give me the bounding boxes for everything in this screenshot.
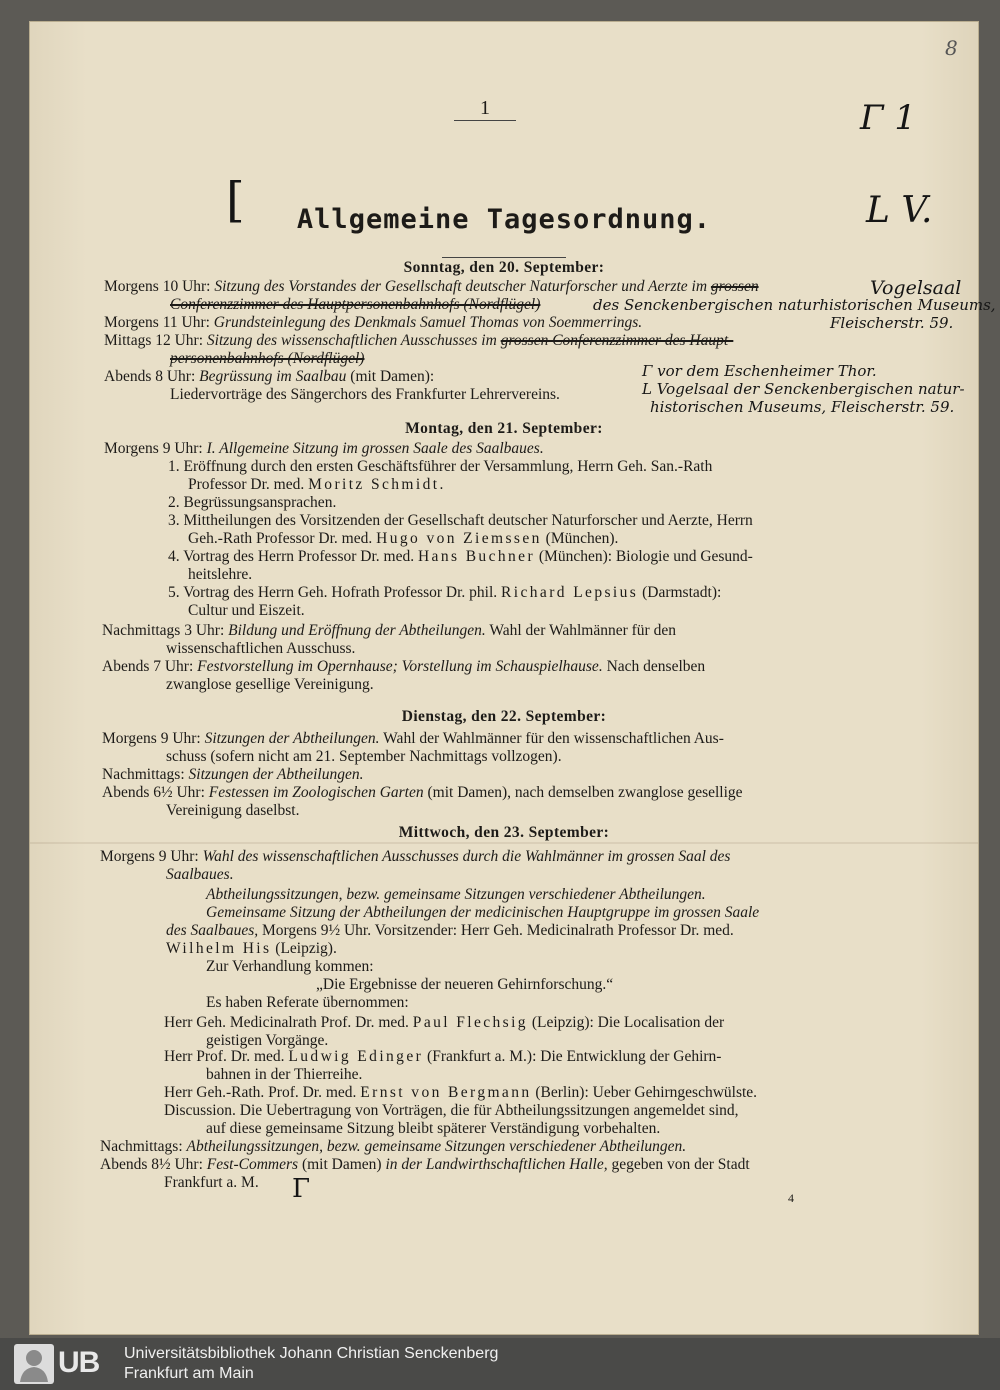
montag-nachmittags-2: wissenschaftlichen Ausschuss.: [166, 640, 356, 657]
corner-pencil-mark: 8: [945, 36, 958, 60]
mittwoch-discussion-2: auf diese gemeinsame Sitzung bleibt späterer Verständigung vorbehalten.: [206, 1120, 661, 1137]
heading-dienstag: Dienstag, den 22. September:: [401, 708, 607, 725]
montag-item-3a: 3. Mittheilungen des Vorsitzenden der Gesellschaft deutscher Naturforscher und Aerzte, Herrn: [168, 512, 753, 529]
hand-bracket-title: [: [226, 172, 245, 228]
title-rule: [442, 257, 566, 258]
montag-abends-2: zwanglose gesellige Vereinigung.: [166, 676, 374, 693]
heading-sonntag: Sonntag, den 20. September:: [403, 259, 605, 276]
page-title: Allgemeine Tagesordnung.: [296, 204, 712, 235]
montag-nachmittags-1: Nachmittags 3 Uhr: Bildung und Eröffnung der Abtheilungen. Wahl der Wahlmänner für den: [102, 622, 676, 639]
mittwoch-referent-1: Herr Geh. Medicinalrath Prof. Dr. med. Paul Flechsig (Leipzig): Die Localisation der: [164, 1014, 725, 1031]
mittwoch-line-7: Zur Verhandlung kommen:: [206, 958, 374, 975]
montag-item-4a: 4. Vortrag des Herrn Professor Dr. med. Hans Buchner (München): Biologie und Gesund-: [168, 548, 753, 565]
footer-line-2: Frankfurt am Main: [124, 1365, 254, 1382]
sonntag-line-4: Mittags 12 Uhr: Sitzung des wissenschaftlichen Ausschusses im grossen Conferenzzimmer des Haupt-: [104, 332, 734, 349]
mittwoch-referent-2b: bahnen in der Thierreihe.: [206, 1066, 363, 1083]
montag-item-5b: Cultur und Eiszeit.: [188, 602, 305, 619]
hw-address-1: Fleischerstr. 59.: [830, 314, 954, 332]
mittwoch-abends-2: Frankfurt a. M.: [164, 1174, 259, 1191]
montag-item-1b: Professor Dr. med. Moritz Schmidt.: [188, 476, 446, 493]
montag-item-5a: 5. Vortrag des Herrn Geh. Hofrath Professor Dr. phil. Richard Lepsius (Darmstadt):: [168, 584, 722, 601]
sonntag-line-1: Morgens 10 Uhr: Sitzung des Vorstandes der Gesellschaft deutscher Naturforscher und Aerzte im grossen: [104, 278, 759, 295]
sonntag-line-3: Morgens 11 Uhr: Grundsteinlegung des Denkmals Samuel Thomas von Soemmerrings.: [104, 314, 643, 331]
montag-item-3b: Geh.-Rath Professor Dr. med. Hugo von Ziemssen (München).: [188, 530, 619, 547]
sonntag-line-6: Abends 8 Uhr: Begrüssung im Saalbau (mit Damen):: [104, 368, 435, 385]
hw-vogelsaal-2: L Vogelsaal der Senckenbergischen natur-: [642, 380, 965, 398]
sonntag-line-5-struck: personenbahnhofs (Nordflügel): [170, 350, 365, 367]
hw-museum-2: historischen Museums, Fleischerstr. 59.: [650, 398, 955, 416]
montag-item-4b: heitslehre.: [188, 566, 253, 583]
footer-line-1: Universitätsbibliothek Johann Christian Senckenberg: [124, 1345, 499, 1362]
dienstag-line-1: Morgens 9 Uhr: Sitzungen der Abtheilungen. Wahl der Wahlmänner für den wissenschaftlichen Aus-: [102, 730, 724, 747]
hand-bracket-bottom: Γ: [292, 1174, 311, 1204]
mittwoch-referent-3: Herr Geh.-Rath. Prof. Dr. med. Ernst von Bergmann (Berlin): Ueber Gehirngeschwülste.: [164, 1084, 758, 1101]
mittwoch-line-1: Morgens 9 Uhr: Wahl des wissenschaftlichen Ausschusses durch die Wahlmänner im grossen Saal des: [100, 848, 731, 865]
mittwoch-referent-1b: geistigen Vorgänge.: [206, 1032, 329, 1049]
top-number-rule: [454, 120, 516, 121]
sonntag-line-2-struck: Conferenzzimmer des Hauptpersonenbahnhofs (Nordflügel): [170, 296, 541, 313]
dienstag-line-5: Vereinigung daselbst.: [166, 802, 300, 819]
mittwoch-line-2: Saalbaues.: [166, 866, 234, 883]
dienstag-line-2: schuss (sofern nicht am 21. September Nachmittags vollzogen).: [166, 748, 562, 765]
hand-mark-top-right: Γ 1: [860, 98, 917, 138]
montag-line-1: Morgens 9 Uhr: I. Allgemeine Sitzung im grossen Saale des Saalbaues.: [104, 440, 544, 457]
montag-item-2: 2. Begrüssungsansprachen.: [168, 494, 337, 511]
sonntag-line-7: Liedervorträge des Sängerchors des Frankfurter Lehrervereins.: [170, 386, 560, 403]
dienstag-line-3: Nachmittags: Sitzungen der Abtheilungen.: [102, 766, 364, 783]
mittwoch-line-8: „Die Ergebnisse der neueren Gehirnforschung.“: [316, 976, 614, 993]
hand-mark-title-right: L V.: [866, 190, 933, 231]
document-page: [30, 22, 996, 1334]
mittwoch-line-9: Es haben Referate übernommen:: [206, 994, 409, 1011]
top-page-number: 1: [480, 97, 490, 119]
mittwoch-nachmittags: Nachmittags: Abtheilungssitzungen, bezw. gemeinsame Sitzungen verschiedener Abtheilungen.: [100, 1138, 687, 1155]
montag-item-1a: 1. Eröffnung durch den ersten Geschäftsführer der Versammlung, Herrn Geh. San.-Rath: [168, 458, 713, 475]
footer-bar: [0, 1338, 1000, 1390]
library-bust-icon: [14, 1344, 54, 1384]
montag-abends-1: Abends 7 Uhr: Festvorstellung im Opernhause; Vorstellung im Schauspielhause. Nach denselben: [102, 658, 706, 675]
library-logo-text: UB: [58, 1346, 100, 1379]
page-number: 4: [788, 1191, 794, 1205]
hw-vogelsaal: Vogelsaal: [870, 277, 962, 299]
mittwoch-line-3: Abtheilungssitzungen, bezw. gemeinsame Sitzungen verschiedener Abtheilungen.: [206, 886, 706, 903]
paper-fold: [30, 842, 978, 844]
mittwoch-abends-1: Abends 8½ Uhr: Fest-Commers (mit Damen) in der Landwirthschaftlichen Halle, gegeben von der Stadt: [100, 1156, 750, 1173]
mittwoch-discussion-1: Discussion. Die Uebertragung von Vorträgen, die für Abtheilungssitzungen angemeldet sind,: [164, 1102, 739, 1119]
mittwoch-referent-2: Herr Prof. Dr. med. Ludwig Edinger (Frankfurt a. M.): Die Entwicklung der Gehirn-: [164, 1048, 722, 1065]
heading-montag: Montag, den 21. September:: [405, 420, 603, 437]
mittwoch-line-5: des Saalbaues, Morgens 9½ Uhr. Vorsitzender: Herr Geh. Medicinalrath Professor Dr. med.: [166, 922, 734, 939]
hw-tor: Γ vor dem Eschenheimer Thor.: [642, 362, 877, 380]
hw-museum: des Senckenbergischen naturhistorischen Museums,: [593, 296, 996, 314]
dienstag-line-4: Abends 6½ Uhr: Festessen im Zoologischen Garten (mit Damen), nach demselben zwanglose gesellige: [102, 784, 743, 801]
mittwoch-line-6: Wilhelm His (Leipzig).: [166, 940, 337, 957]
mittwoch-line-4: Gemeinsame Sitzung der Abtheilungen der medicinischen Hauptgruppe im grossen Saale: [206, 904, 760, 921]
heading-mittwoch: Mittwoch, den 23. September:: [398, 824, 610, 841]
